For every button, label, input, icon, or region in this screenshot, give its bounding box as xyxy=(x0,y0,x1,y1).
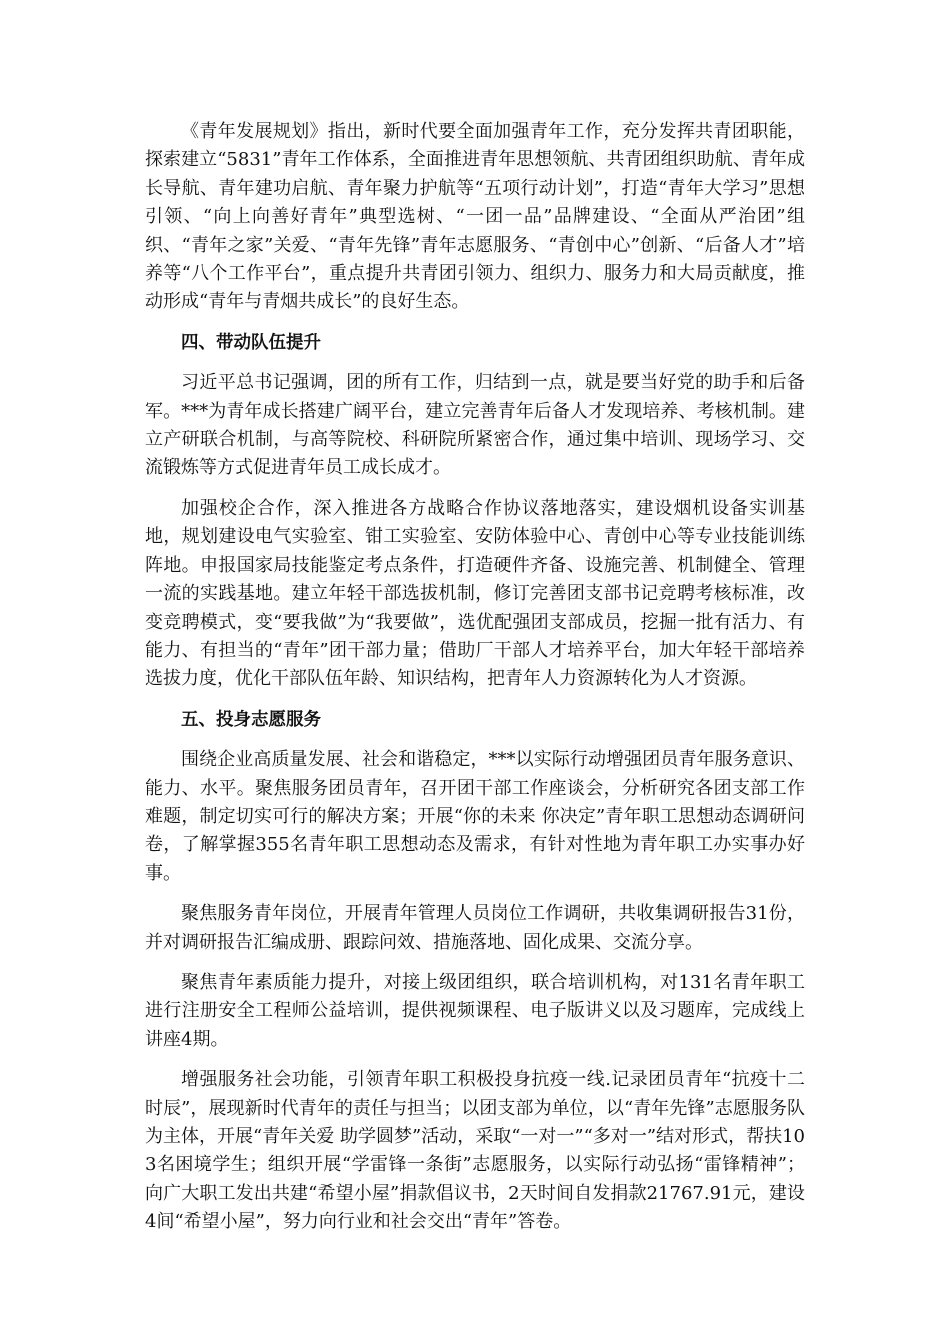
paragraph-youth-posts: 聚焦服务青年岗位，开展青年管理人员岗位工作调研，共收集调研报告31份，并对调研报告汇编成册、跟踪问效、措施落地、固化成果、交流分享。 xyxy=(145,903,805,953)
section-heading-4: 四、带动队伍提升 xyxy=(181,332,321,353)
document-page xyxy=(145,118,805,1249)
paragraph-social-service: 增强服务社会功能，引领青年职工积极投身抗疫一线.记录团员青年“抗疫十二时辰”，展现新时代青年的责任与担当；以团支部为单位，以“青年先锋”志愿服务队为主体，开展“青年关爱 助学圆梦”活动，采取“一对一”“多对一”结对形式，帮扶103名困境学生；组织开展“学雷锋一条街”志愿服务，以实际行动弘扬“雷锋精神”；向广大职工发出共建“希望小屋”捐款倡议书，2天时间自发捐款21767.91元，建设4间“希望小屋”，努力向行业和社会交出“青年”答卷。 xyxy=(145,1069,805,1233)
paragraph-youth-quality: 聚焦青年素质能力提升，对接上级团组织，联合培训机构，对131名青年职工进行注册安全工程师公益培训，提供视频课程、电子版讲义以及习题库，完成线上讲座4期。 xyxy=(145,971,805,1050)
paragraph-youth-plan: 《青年发展规划》指出，新时代要全面加强青年工作，充分发挥共青团职能，探索建立“5831”青年工作体系，全面推进青年思想领航、共青团组织助航、青年成长导航、青年建功启航、青年聚力护航等“五项行动计划”，打造“青年大学习”思想引领、“向上向善好青年”典型选树、“一团一品”品牌建设、“全面从严治团”组织、“青年之家”关爱、“青年先锋”青年志愿服务、“青创中心”创新、“后备人才”培养等“八个工作平台”，重点提升共青团引领力、组织力、服务力和大局贡献度，推动形成“青年与青烟共成长”的良好生态。 xyxy=(145,121,805,313)
paragraph-school-enterprise: 加强校企合作，深入推进各方战略合作协议落地落实，建设烟机设备实训基地，规划建设电气实验室、钳工实验室、安防体验中心、青创中心等专业技能训练阵地。申报国家局技能鉴定考点条件，打造硬件齐备、设施完善、机制健全、管理一流的实践基地。建立年轻干部选拔机制，修订完善团支部书记竞聘考核标准，改变竞聘模式，变“要我做”为“我要做”，选优配强团支部成员，挖掘一批有活力、有能力、有担当的“青年”团干部力量；借助厂干部人才培养平台，加大年轻干部培养选拔力度，优化干部队伍年龄、知识结构，把青年人力资源转化为人才资源。 xyxy=(145,497,805,690)
paragraph-volunteer-service: 围绕企业高质量发展、社会和谐稳定，***以实际行动增强团员青年服务意识、能力、水平。聚焦服务团员青年，召开团干部工作座谈会，分析研究各团支部工作难题，制定切实可行的解决方案；开展“你的未来 你决定”青年职工思想动态调研问卷，了解掌握355名青年职工思想动态及需求，有针对性地为青年职工办实事办好事。 xyxy=(145,749,805,884)
paragraph-team-building: 习近平总书记强调，团的所有工作，归结到一点，就是要当好党的助手和后备军。***为青年成长搭建广阔平台，建立完善青年后备人才发现培养、考核机制。建立产研联合机制，与高等院校、科研院所紧密合作，通过集中培训、现场学习、交流锻炼等方式促进青年员工成长成才。 xyxy=(145,372,805,479)
section-heading-5: 五、投身志愿服务 xyxy=(181,709,321,730)
